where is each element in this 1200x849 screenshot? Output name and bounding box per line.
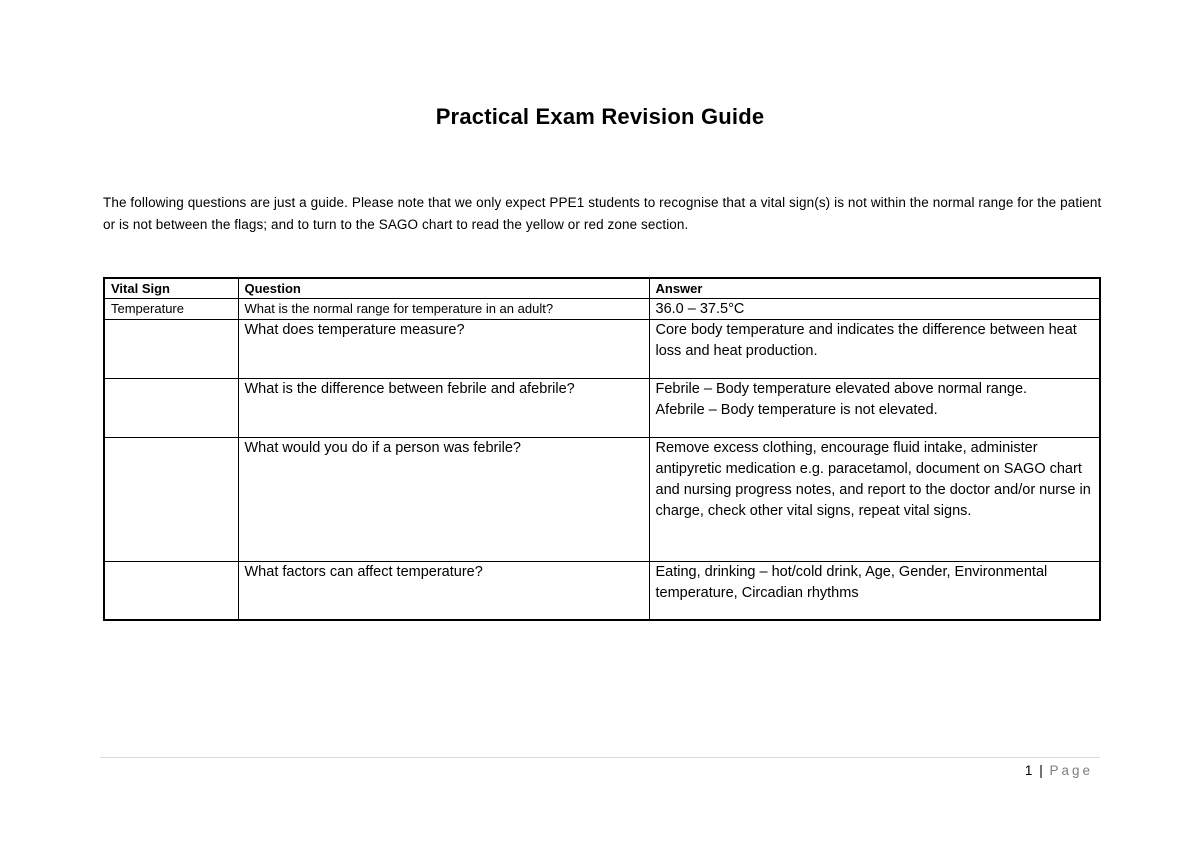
- table-row: [104, 320, 1100, 379]
- table-row: [104, 562, 1100, 621]
- cell-vital-sign: Temperature: [104, 299, 238, 320]
- cell-vital-sign: [104, 562, 238, 621]
- cell-vital-sign: [104, 379, 238, 438]
- cell-question: What factors can affect temperature?: [238, 562, 649, 621]
- header-vital-sign: Vital Sign: [104, 278, 238, 299]
- cell-answer: Remove excess clothing, encourage fluid intake, administer antipyretic medication e.g. paracetamol, document on SAGO chart and nursing progress notes, and report to the doctor and/or nurse in charge, check other vital signs, repeat vital signs.: [649, 438, 1100, 562]
- page-number: 1: [1024, 763, 1033, 778]
- answer-line-febrile: Febrile – Body temperature elevated above normal range.: [655, 381, 1028, 397]
- header-answer: Answer: [649, 278, 1100, 299]
- table-header-row: [104, 278, 1100, 299]
- intro-paragraph: The following questions are just a guide. Please note that we only expect PPE1 students to recognise that a vital sign(s) is not within the normal range for the patient or is not between the flags; and to turn to the SAGO chart to read the yellow or red zone section.: [103, 195, 1102, 232]
- cell-vital-sign: [104, 320, 238, 379]
- table-row: [104, 379, 1100, 438]
- document-title: Practical Exam Revision Guide: [435, 104, 765, 129]
- header-question: Question: [238, 278, 649, 299]
- cell-question: What is the difference between febrile and afebrile?: [238, 379, 649, 438]
- page-footer: [1025, 763, 1093, 778]
- vital-signs-table: [103, 277, 1101, 621]
- footer-divider: [100, 757, 1100, 758]
- page-label: Page: [1049, 763, 1093, 778]
- cell-question: What does temperature measure?: [238, 320, 649, 379]
- cell-answer: Core body temperature and indicates the difference between heat loss and heat production.: [649, 320, 1100, 379]
- cell-answer: [649, 379, 1100, 438]
- table-row: [104, 438, 1100, 562]
- cell-question: What would you do if a person was febrile?: [238, 438, 649, 562]
- table-row: [104, 299, 1100, 320]
- answer-line-afebrile: Afebrile – Body temperature is not elevated.: [655, 402, 938, 418]
- cell-question: What is the normal range for temperature in an adult?: [238, 299, 649, 320]
- cell-vital-sign: [104, 438, 238, 562]
- page-separator: |: [1039, 763, 1043, 778]
- cell-answer: 36.0 – 37.5°C: [649, 299, 1100, 320]
- cell-answer: Eating, drinking – hot/cold drink, Age, Gender, Environmental temperature, Circadian rhythms: [649, 562, 1100, 621]
